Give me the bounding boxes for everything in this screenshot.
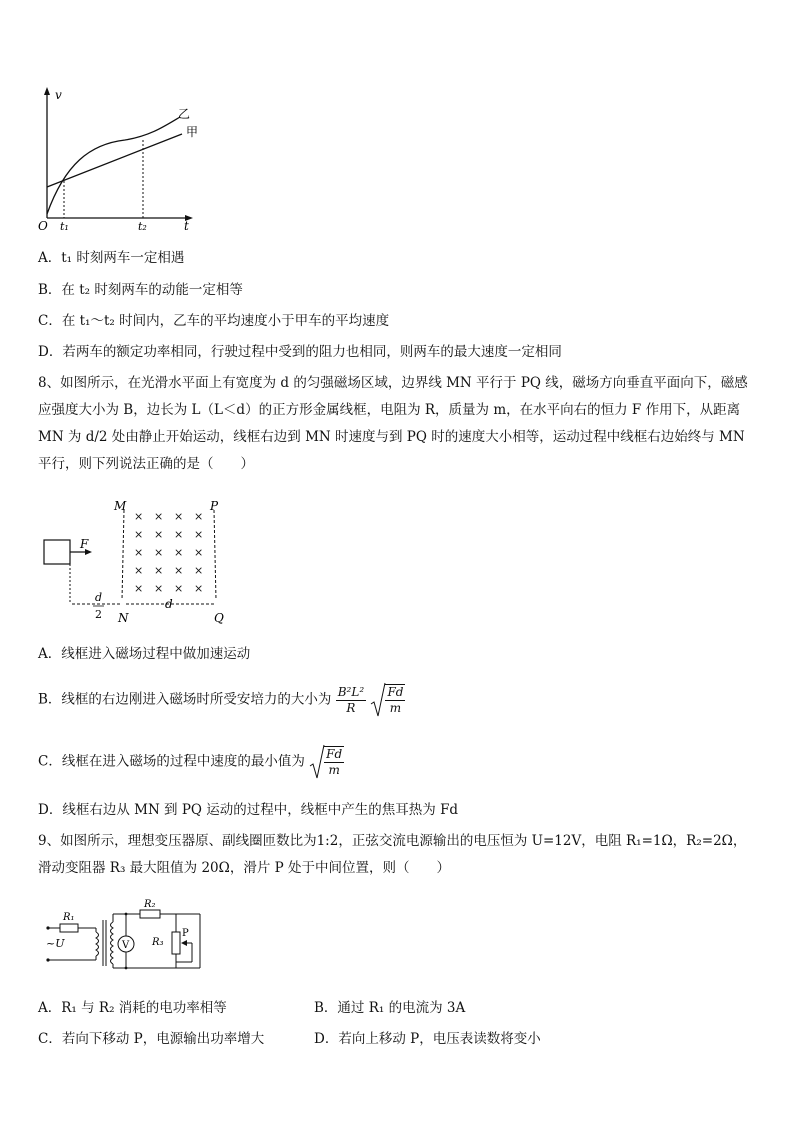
svg-text:×: × (134, 564, 144, 577)
r3-label: R₃ (152, 937, 164, 948)
half-d-num: d (95, 591, 103, 604)
source-u-label: ~U (46, 937, 65, 950)
svg-text:×: × (194, 582, 204, 595)
svg-text:×: × (194, 546, 204, 559)
q8-option-b-den: R (346, 700, 356, 715)
svg-text:×: × (174, 510, 184, 523)
svg-text:×: × (174, 528, 184, 541)
boundary-q-label: Q (214, 611, 224, 625)
vt-graph (30, 84, 200, 232)
q8-option-c (38, 744, 344, 780)
axis-v-label: v (55, 88, 62, 102)
slider-p-label: P (182, 928, 189, 939)
q9-option-c: C．若向下移动 P，电源输出功率增大 (38, 1031, 265, 1047)
half-d-den: 2 (95, 608, 102, 621)
q7-option-b: B．在 t₂ 时刻两车的动能一定相等 (38, 282, 243, 298)
r1-resistor (60, 924, 78, 932)
t1-label: t₁ (60, 220, 69, 232)
q8-option-d: D．线框右边从 MN 到 PQ 运动的过程中，线框中产生的焦耳热为 Fd (38, 802, 459, 818)
q7-option-d: D．若两车的额定功率相同，行驶过程中受到的阻力也相同，则两车的最大速度一定相同 (38, 344, 562, 360)
curve-jia-label: 甲 (186, 125, 199, 139)
svg-text:×: × (134, 510, 144, 523)
svg-text:×: × (174, 564, 184, 577)
r3-rheostat (172, 932, 180, 954)
t2-label: t₂ (138, 220, 147, 232)
q8-option-b (38, 682, 405, 718)
boundary-n-label: N (118, 611, 129, 625)
svg-text:×: × (154, 528, 164, 541)
q8-option-b-rad-num: Fd (387, 685, 404, 699)
axis-t-label: t (184, 219, 189, 232)
svg-text:×: × (134, 528, 144, 541)
r2-label: R₂ (144, 899, 156, 910)
svg-text:×: × (194, 564, 204, 577)
voltmeter-label: V (122, 940, 130, 951)
curve-yi-label: 乙 (178, 107, 191, 121)
svg-text:×: × (194, 510, 204, 523)
magnetic-field-figure (38, 496, 248, 626)
q9-option-b: B．通过 R₁ 的电流为 3A (314, 1000, 466, 1016)
q8-option-b-num: B²L² (337, 684, 365, 699)
r2-resistor (140, 910, 160, 918)
q9-option-d: D．若向上移动 P，电压表读数将变小 (314, 1031, 541, 1047)
q7-option-c: C．在 t₁～t₂ 时间内，乙车的平均速度小于甲车的平均速度 (38, 313, 390, 329)
origin-label: O (38, 219, 48, 232)
field-crosses (134, 510, 203, 595)
svg-text:×: × (154, 582, 164, 595)
q9-stem: 9、如图所示，理想变压器原、副线圈匝数比为1:2，正弦交流电源输出的电压恒为 U=12V，电阻 R₁=1Ω，R₂=2Ω，滑动变阻器 R₃ 最大阻值为 20Ω，滑片 P 处于中间位置，则（ ） (38, 833, 747, 876)
q8-option-b-fraction (336, 685, 366, 716)
q7-option-a: A．t₁ 时刻两车一定相遇 (38, 250, 185, 266)
q8-option-a: A．线框进入磁场过程中做加速运动 (38, 646, 251, 662)
svg-text:×: × (154, 546, 164, 559)
svg-text:×: × (174, 582, 184, 595)
transformer-circuit (40, 898, 210, 972)
force-label: F (80, 537, 89, 551)
svg-text:×: × (134, 582, 144, 595)
boundary-p-label: P (210, 499, 219, 513)
svg-text:×: × (154, 510, 164, 523)
q8-option-c-text: C．线框在进入磁场的过程中速度的最小值为 (38, 753, 305, 770)
q9-option-a: A．R₁ 与 R₂ 消耗的电功率相等 (38, 1000, 227, 1016)
q8-stem: 8、如图所示，在光滑水平面上有宽度为 d 的匀强磁场区域，边界线 MN 平行于 PQ 线，磁场方向垂直平面向下，磁感应强度大小为 B，边长为 L（L＜d）的正方形金属线框，电阻为 R，质量为 m，在水平向右的恒力 F 作用下，从距离 MN 为 d/2 处由静止开始运动，线框右边到 MN 时速度与到 PQ 时的速度大小相等，运动过程中线框右边始终与 MN 平行，则下列说法正确的是（ ） (38, 375, 748, 472)
boundary-m-label: M (114, 499, 127, 513)
svg-text:×: × (154, 564, 164, 577)
r1-label: R₁ (63, 912, 75, 923)
width-d-label: d (165, 597, 173, 611)
svg-text:×: × (174, 546, 184, 559)
svg-text:×: × (194, 528, 204, 541)
q8-option-b-text: B．线框的右边刚进入磁场时所受安培力的大小为 (38, 691, 332, 708)
q8-option-c-rad-den: m (328, 763, 340, 777)
q8-option-b-rad-den: m (389, 701, 402, 715)
q8-option-c-rad-num: Fd (326, 747, 343, 761)
svg-text:×: × (134, 546, 144, 559)
